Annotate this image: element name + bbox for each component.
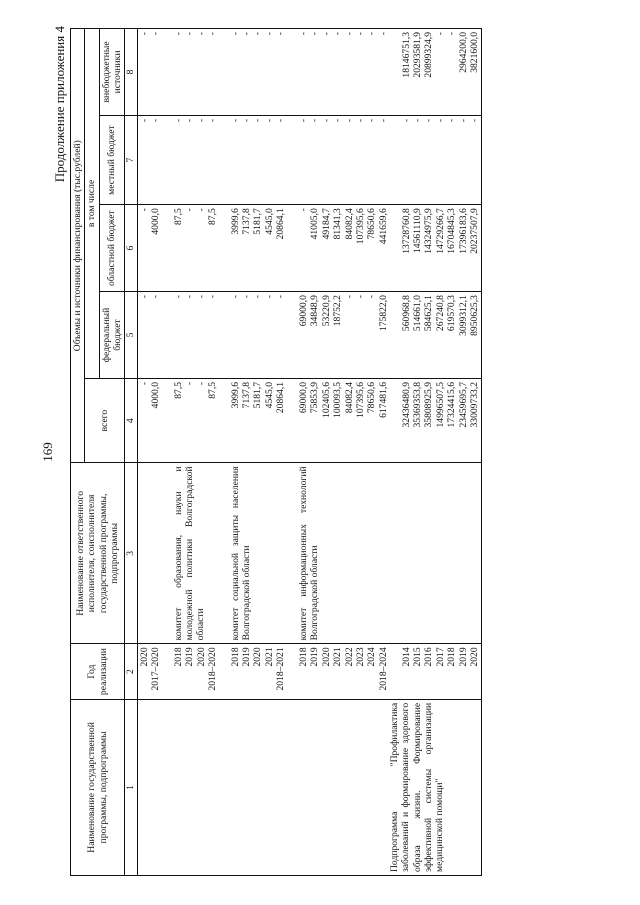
regional-value: - <box>298 208 310 212</box>
extrabudget-value: 2964200,0 <box>457 32 469 73</box>
year-value: 2016 <box>423 647 435 667</box>
extrabudget-value: - <box>241 32 253 36</box>
regional-value: 441659,6 <box>377 208 389 245</box>
regional-value: 14324975,9 <box>423 208 435 254</box>
local-value: - <box>446 118 458 123</box>
total-value: 35369353,8 <box>411 381 423 428</box>
year-value: 2020 <box>138 647 150 667</box>
executor-education-committee: комитет образования, науки и молодежной политики Волгоградской области <box>172 466 207 641</box>
federal-value: - <box>138 295 150 299</box>
total-value: 17324415,6 <box>446 381 458 428</box>
total-value: 33009733,2 <box>468 381 480 428</box>
year-value: 2018 <box>446 647 458 667</box>
header-executor: Наименование ответственного исполнителя, соисполнителя государственной программы, подпрограммы <box>71 463 125 644</box>
year-value: 2020 <box>195 647 207 667</box>
regional-value: 3999,6 <box>229 208 241 235</box>
regional-value: 14729266,7 <box>434 208 446 254</box>
regional-value: 16704845,3 <box>446 208 458 254</box>
regional-value: 7137,8 <box>241 208 253 235</box>
header-program-name: Наименование государственной программы, подпрограммы <box>71 699 125 875</box>
extrabudget-value: - <box>354 32 366 36</box>
year-value: 2018–2024 <box>377 647 389 691</box>
total-value: 75853,9 <box>309 381 321 414</box>
federal-value: 53220,9 <box>320 295 332 327</box>
extrabudget-value: 18146751,3 <box>400 32 412 78</box>
regional-value: 84082,4 <box>343 208 355 240</box>
year-value: 2017 <box>434 647 446 667</box>
total-value: 14996507,5 <box>434 381 446 428</box>
local-value: - <box>138 118 150 123</box>
local-value: - <box>206 118 218 123</box>
regional-value: 4000,0 <box>149 208 161 235</box>
federal-value: - <box>263 295 275 299</box>
year-value: 2021 <box>332 647 344 667</box>
regional-value: 13728760,8 <box>400 208 412 254</box>
local-value: - <box>366 118 378 123</box>
executor-social-protection-committee: комитет социальной защиты населения Волгоградской области <box>229 466 253 641</box>
federal-value: - <box>195 295 207 299</box>
local-value: - <box>320 118 332 123</box>
total-value: - <box>184 381 196 386</box>
extrabudget-value: - <box>377 32 389 36</box>
regional-value: - <box>195 208 207 212</box>
extrabudget-value: - <box>252 32 264 36</box>
extrabudget-value: - <box>320 32 332 36</box>
federal-value: 175822,0 <box>377 295 389 332</box>
local-value: - <box>434 118 446 123</box>
header-total: всего <box>85 378 125 462</box>
total-value: 35808925,9 <box>423 381 435 428</box>
federal-value: - <box>172 295 184 299</box>
extrabudget-value: - <box>332 32 344 36</box>
federal-value: 514661,0 <box>411 295 423 332</box>
total-column <box>137 378 482 462</box>
extrabudget-value: - <box>298 32 310 36</box>
total-value: 32436480,9 <box>400 381 412 428</box>
header-volumes: Объемы и источники финансирования (тыс.рублей) <box>71 29 85 463</box>
federal-value: 34848,9 <box>309 295 321 327</box>
local-value: - <box>172 118 184 123</box>
federal-column <box>137 292 482 379</box>
federal-value: 267240,8 <box>434 295 446 332</box>
total-value: 617481,6 <box>377 381 389 418</box>
extrabudget-value: - <box>138 32 150 36</box>
federal-value: - <box>229 295 241 299</box>
extrabudget-value: - <box>309 32 321 36</box>
total-value: 7137,8 <box>241 381 253 409</box>
total-value: 20864,1 <box>275 381 287 414</box>
year-value: 2019 <box>309 647 321 667</box>
federal-value: 3099312,1 <box>457 295 469 336</box>
local-value: - <box>400 118 412 123</box>
local-value: - <box>252 118 264 123</box>
extrabudget-value: - <box>366 32 378 36</box>
col-number: 1 <box>125 699 137 875</box>
federal-value: - <box>184 295 196 299</box>
year-value: 2024 <box>366 647 378 667</box>
year-value: 2020 <box>468 647 480 667</box>
header-year: Год реализации <box>71 644 125 700</box>
federal-value: 560968,8 <box>400 295 412 332</box>
federal-value: - <box>206 295 218 299</box>
regional-value: 17396183,6 <box>457 208 469 254</box>
col-number: 6 <box>125 205 137 292</box>
regional-value: 41005,0 <box>309 208 321 240</box>
col-number: 2 <box>125 644 137 700</box>
federal-value: 619570,3 <box>446 295 458 332</box>
col-number: 4 <box>125 378 137 462</box>
table-body-row <box>137 29 482 876</box>
regional-value: 81341,3 <box>332 208 344 240</box>
year-value: 2018–2020 <box>206 647 218 691</box>
year-value: 2017–2020 <box>149 647 161 691</box>
federal-value: - <box>275 295 287 299</box>
local-value: - <box>309 118 321 123</box>
total-value: 87,5 <box>206 381 218 399</box>
extrabudget-value: - <box>172 32 184 36</box>
local-value: - <box>241 118 253 123</box>
col-number: 3 <box>125 463 137 644</box>
total-value: 87,5 <box>172 381 184 399</box>
federal-value: 584625,1 <box>423 295 435 332</box>
year-value: 2014 <box>400 647 412 667</box>
total-value: 3999,6 <box>229 381 241 409</box>
local-value: - <box>229 118 241 123</box>
regional-value: 4545,0 <box>263 208 275 235</box>
local-value: - <box>263 118 275 123</box>
regional-value: 20864,1 <box>275 208 287 240</box>
total-value: 100093,5 <box>332 381 344 418</box>
rotated-page-content <box>50 22 590 882</box>
total-value: 23459695,7 <box>457 381 469 428</box>
federal-value: 18752,2 <box>332 295 344 327</box>
regional-value: 49184,7 <box>320 208 332 240</box>
year-value: 2018–2021 <box>275 647 287 691</box>
regional-value: 87,5 <box>206 208 218 226</box>
total-value: - <box>138 381 150 386</box>
federal-value: - <box>366 295 378 299</box>
local-value: - <box>423 118 435 123</box>
local-value: - <box>468 118 480 123</box>
regional-value: 107395,6 <box>354 208 366 245</box>
year-value: 2015 <box>411 647 423 667</box>
extrabudget-value: - <box>229 32 241 36</box>
year-value: 2020 <box>320 647 332 667</box>
total-value: - <box>195 381 207 386</box>
regional-value: - <box>184 208 196 212</box>
local-value: - <box>149 118 161 123</box>
executor-column <box>137 463 482 644</box>
local-value: - <box>195 118 207 123</box>
year-value: 2021 <box>263 647 275 667</box>
local-value: - <box>298 118 310 123</box>
federal-value: - <box>252 295 264 299</box>
extrabudget-value: 3821600,0 <box>468 32 480 73</box>
header-extrabudget: внебюджетные источники <box>99 29 125 116</box>
local-value: - <box>332 118 344 123</box>
total-value: 69000,0 <box>298 381 310 414</box>
regional-value: 20237507,9 <box>468 208 480 254</box>
year-value: 2019 <box>241 647 253 667</box>
federal-value: - <box>241 295 253 299</box>
col-number: 8 <box>125 29 137 116</box>
extrabudget-value: - <box>343 32 355 36</box>
header-local: местный бюджет <box>99 115 125 204</box>
col-number: 5 <box>125 292 137 379</box>
local-value: - <box>377 118 389 123</box>
year-value: 2020 <box>252 647 264 667</box>
header-including: в том числе <box>85 29 99 379</box>
year-value: 2019 <box>184 647 196 667</box>
federal-value: - <box>149 295 161 299</box>
local-value: - <box>343 118 355 123</box>
col-number: 7 <box>125 115 137 204</box>
federal-value: - <box>354 295 366 299</box>
regional-value: 5181,7 <box>252 208 264 235</box>
extrabudget-value: - <box>195 32 207 36</box>
year-value: 2018 <box>298 647 310 667</box>
extrabudget-value: - <box>275 32 287 36</box>
extrabudget-value: - <box>263 32 275 36</box>
header-regional: областной бюджет <box>99 205 125 292</box>
year-value: 2018 <box>172 647 184 667</box>
year-column <box>137 644 482 700</box>
federal-value: - <box>343 295 355 299</box>
regional-column <box>137 205 482 292</box>
federal-value: 69000,0 <box>298 295 310 327</box>
total-value: 102405,6 <box>320 381 332 418</box>
year-value: 2023 <box>354 647 366 667</box>
extrabudget-value: - <box>149 32 161 36</box>
header-federal: федеральный бюджет <box>99 292 125 379</box>
local-value: - <box>354 118 366 123</box>
regional-value: 14561110,9 <box>411 208 423 254</box>
total-value: 4000,0 <box>149 381 161 409</box>
total-value: 4545,0 <box>263 381 275 409</box>
program-name-column <box>137 699 482 875</box>
page-number: 169 <box>40 442 55 462</box>
extrabudget-value: - <box>206 32 218 36</box>
year-value: 2022 <box>343 647 355 667</box>
extrabudget-value: 20293581,9 <box>411 32 423 78</box>
federal-value: 8950625,3 <box>468 295 480 336</box>
extrabudget-value: - <box>434 32 446 36</box>
local-value: - <box>457 118 469 123</box>
total-value: 107395,6 <box>354 381 366 418</box>
local-value: - <box>411 118 423 123</box>
extrabudget-column <box>137 29 482 116</box>
local-value: - <box>275 118 287 123</box>
year-value: 2018 <box>229 647 241 667</box>
total-value: 78650,6 <box>366 381 378 414</box>
appendix-label: Продолжение приложения 4 <box>52 26 67 183</box>
executor-it-committee: комитет информационных технологий Волгоградской области <box>298 466 321 641</box>
financing-table <box>70 28 482 876</box>
regional-value: 78650,6 <box>366 208 378 240</box>
extrabudget-value: - <box>184 32 196 36</box>
total-value: 5181,7 <box>252 381 264 409</box>
regional-value: - <box>138 208 150 212</box>
subprogram-name: Подпрограмма "Профилактика заболеваний и формирование здорового образа жизни. Формирование эффективной системы организации медицинской помощи" <box>389 702 446 872</box>
extrabudget-value: 20899324,9 <box>423 32 435 78</box>
local-column <box>137 115 482 204</box>
extrabudget-value: - <box>446 32 458 36</box>
local-value: - <box>184 118 196 123</box>
regional-value: 87,5 <box>172 208 184 226</box>
year-value: 2019 <box>457 647 469 667</box>
total-value: 84082,4 <box>343 381 355 414</box>
